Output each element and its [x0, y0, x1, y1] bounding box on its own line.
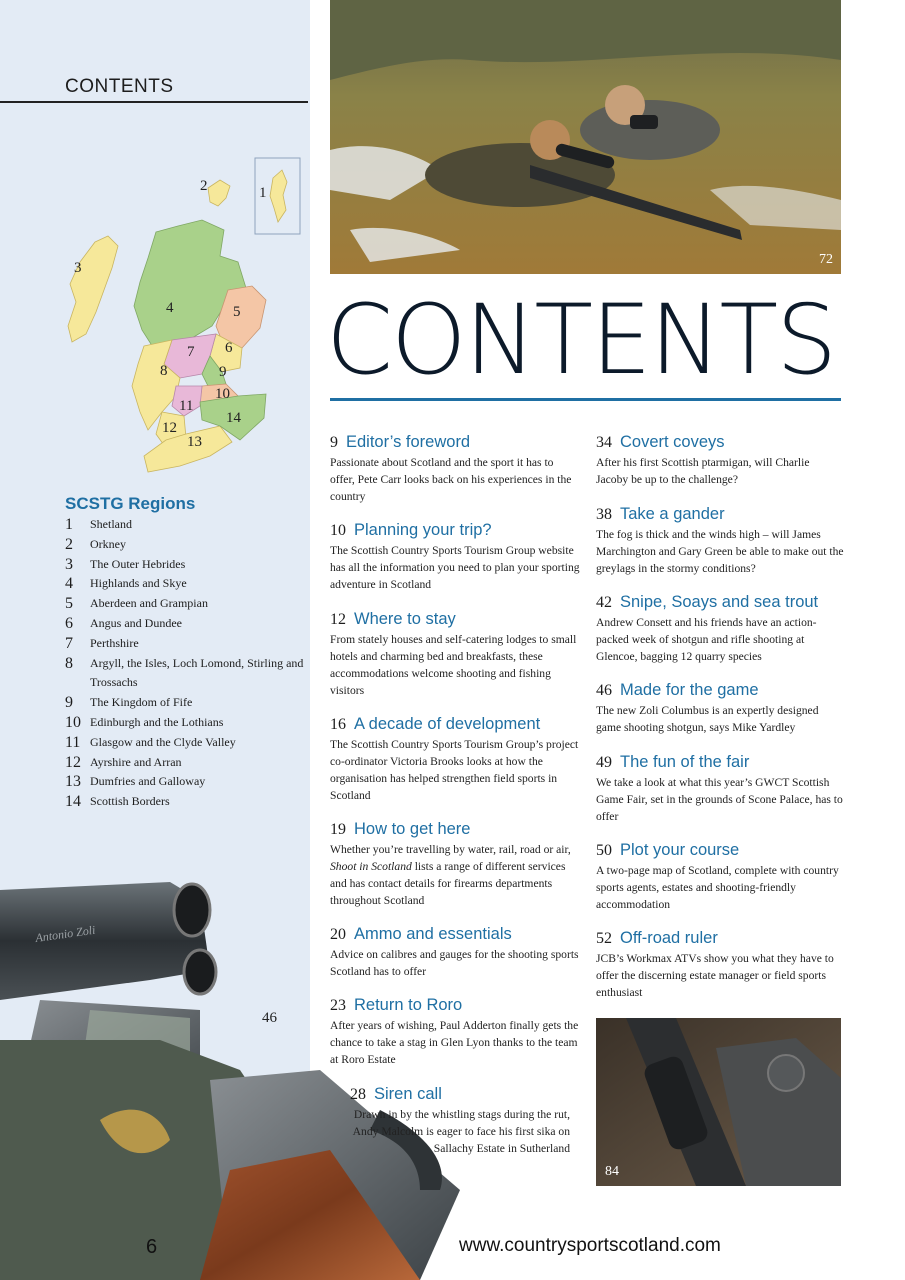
article-desc: After his first Scottish ptarmigan, will Charlie Jacoby be up to the challenge? — [596, 456, 810, 486]
article-title[interactable]: Plot your course — [620, 841, 740, 859]
map-label-10: 10 — [215, 386, 230, 402]
map-label-11: 11 — [179, 398, 194, 414]
rifle-scene — [596, 1018, 841, 1186]
region-item: 1 Shetland — [65, 516, 132, 533]
scotland-regions-map — [60, 150, 310, 480]
article-page: 9 — [330, 434, 338, 451]
article-desc: Passionate about Scotland and the sport it has to offer, Pete Carr looks back on his experiences in the country — [330, 456, 572, 503]
article-page: 42 — [596, 594, 612, 611]
spotter-body — [580, 100, 720, 160]
rifle-closeup-photo — [596, 1018, 841, 1186]
shotgun-photo — [0, 860, 470, 1280]
region-item: 7 Perthshire — [65, 634, 139, 652]
article-desc: Whether you’re travelling by water, rail, road or air, Shoot in Scotland lists a range of different services and has contact details for firearms departments throughout Scotland — [330, 843, 571, 907]
article-page: 12 — [330, 611, 346, 628]
article-entry[interactable] — [596, 929, 844, 1001]
binoculars — [630, 115, 658, 129]
photo2-page-ref: 84 — [605, 1164, 619, 1179]
article-title[interactable]: The fun of the fair — [620, 753, 750, 771]
hero-scene — [330, 0, 841, 274]
article-desc: The Scottish Country Sports Tourism Group website has all the information you need to plan your sporting adventure in Scotland — [330, 544, 580, 591]
sidebar-divider — [0, 101, 308, 103]
map-label-5: 5 — [233, 304, 241, 320]
article-title[interactable]: Take a gander — [620, 505, 725, 523]
region-2-shape — [208, 180, 230, 206]
article-desc: The Scottish Country Sports Tourism Group’s project co-ordinator Victoria Brooks looks at how the organisation has helped strengthen field sports in Scotland — [330, 738, 579, 802]
article-entry[interactable] — [596, 841, 844, 913]
gun-engraving: Antonio Zoli — [34, 922, 97, 945]
article-entry[interactable] — [350, 1085, 570, 1157]
article-title[interactable]: A decade of development — [354, 715, 541, 733]
map-label-2: 2 — [200, 178, 208, 194]
article-entry[interactable] — [596, 681, 844, 736]
article-desc: From stately houses and self-catering lodges to small hotels and charming bed and breakfasts, these accommodations welcome shooting and fishing visitors — [330, 633, 577, 697]
article-title[interactable]: Snipe, Soays and sea trout — [620, 593, 819, 611]
region-item: 9 The Kingdom of Fife — [65, 694, 193, 712]
barrel-muzzle-bottom — [184, 950, 216, 994]
article-entry[interactable] — [596, 505, 844, 577]
article-title[interactable]: How to get here — [354, 820, 471, 838]
page-number: 6 — [146, 1236, 158, 1258]
article-entry[interactable] — [330, 820, 580, 909]
page-title: CONTENTS — [326, 284, 836, 396]
title-divider — [330, 398, 841, 401]
article-title[interactable]: Off-road ruler — [620, 929, 718, 947]
regions-list — [65, 515, 305, 812]
map-label-13: 13 — [187, 434, 202, 450]
article-title[interactable]: Made for the game — [620, 681, 759, 699]
article-desc: Drawn in by the whistling stags during the rut, Andy Malcolm is eager to face his first sika on Sallachy Estate in Sutherland — [352, 1108, 570, 1155]
region-item: 3 The Outer Hebrides — [65, 555, 186, 573]
map-label-4: 4 — [166, 300, 174, 316]
article-entry[interactable] — [330, 996, 580, 1068]
article-entry[interactable] — [330, 715, 580, 804]
region-item: 5 Aberdeen and Grampian — [65, 595, 208, 613]
article-entry[interactable] — [330, 610, 580, 699]
map-label-6: 6 — [225, 340, 233, 356]
article-desc: After years of wishing, Paul Adderton finally gets the chance to take a stag in Glen Lyon thanks to the team at Roro Estate — [330, 1019, 579, 1066]
website-link[interactable]: www.countrysportscotland.com — [459, 1235, 721, 1256]
article-page: 19 — [330, 821, 346, 838]
article-page: 23 — [330, 997, 346, 1014]
article-page: 50 — [596, 842, 612, 859]
article-desc: The new Zoli Columbus is an expertly designed game shooting shotgun, says Mike Yardley — [596, 704, 819, 734]
region-item: 14 Scottish Borders — [65, 793, 170, 811]
gun-page-ref: 46 — [262, 1010, 277, 1026]
article-title[interactable]: Planning your trip? — [354, 521, 492, 539]
map-label-14: 14 — [226, 410, 241, 426]
article-desc: Andrew Consett and his friends have an action-packed week of shotgun and rifle shooting at Glencoe, bagging 12 quarry species — [596, 616, 817, 663]
region-item: 4 Highlands and Skye — [65, 575, 187, 593]
map-label-7: 7 — [187, 344, 195, 360]
article-entry[interactable] — [596, 433, 844, 488]
region-item: 2 Orkney — [65, 535, 126, 553]
article-page: 52 — [596, 930, 612, 947]
magazine-name: Shoot in Scotland — [330, 860, 412, 873]
article-desc: A two-page map of Scotland, complete with country sports agents, estates and shooting-friendly accommodation — [596, 864, 839, 911]
article-page: 38 — [596, 506, 612, 523]
sidebar-title: CONTENTS — [65, 76, 174, 97]
article-title[interactable]: Covert coveys — [620, 433, 725, 451]
map-label-8: 8 — [160, 363, 168, 379]
article-title[interactable]: Return to Roro — [354, 996, 463, 1014]
region-3-shape — [68, 236, 118, 342]
hero-page-ref: 72 — [819, 252, 833, 267]
region-item: 10 Edinburgh and the Lothians — [65, 713, 224, 731]
article-title[interactable]: Editor’s foreword — [346, 433, 471, 451]
article-page: 28 — [350, 1086, 366, 1103]
map-label-12: 12 — [162, 420, 177, 436]
article-title[interactable]: Siren call — [374, 1085, 442, 1103]
regions-heading: SCSTG Regions — [65, 494, 196, 513]
article-entry[interactable] — [330, 521, 580, 593]
article-desc: JCB’s Workmax ATVs show you what they have to offer the discerning estate manager or field sports enthusiast — [596, 952, 834, 999]
rifle-bolt-knob — [768, 1055, 804, 1091]
region-item: 11 Glasgow and the Clyde Valley — [65, 733, 236, 751]
article-title[interactable]: Where to stay — [354, 610, 456, 628]
article-page: 34 — [596, 434, 612, 451]
map-label-9: 9 — [219, 364, 227, 380]
hero-photo — [330, 0, 841, 274]
article-page: 49 — [596, 754, 612, 771]
article-page: 16 — [330, 716, 346, 733]
region-item: 12 Ayrshire and Arran — [65, 753, 182, 771]
article-entry[interactable] — [330, 433, 580, 505]
article-desc: Advice on calibres and gauges for the shooting sports Scotland has to offer — [330, 948, 579, 978]
article-page: 46 — [596, 682, 612, 699]
map-label-3: 3 — [74, 260, 82, 276]
article-desc: The fog is thick and the winds high – will James Marchington and Gary Green be able to make out the greylags in the stormy conditions? — [596, 528, 844, 575]
article-entry[interactable] — [596, 593, 844, 665]
region-item: 13 Dumfries and Galloway — [65, 773, 206, 791]
article-entry[interactable] — [330, 925, 580, 980]
region-item: 8 Argyll, the Isles, Loch Lomond, Stirling and Trossachs — [65, 654, 304, 690]
region-1-shape — [270, 170, 287, 222]
article-desc: We take a look at what this year’s GWCT Scottish Game Fair, set in the grounds of Scone Palace, has to offer — [596, 776, 843, 823]
map-label-1: 1 — [259, 185, 267, 201]
article-page: 10 — [330, 522, 346, 539]
barrel-muzzle-top — [174, 884, 210, 936]
region-item: 6 Angus and Dundee — [65, 614, 182, 632]
article-page: 20 — [330, 926, 346, 943]
article-title[interactable]: Ammo and essentials — [354, 925, 512, 943]
article-entry[interactable] — [596, 753, 844, 825]
